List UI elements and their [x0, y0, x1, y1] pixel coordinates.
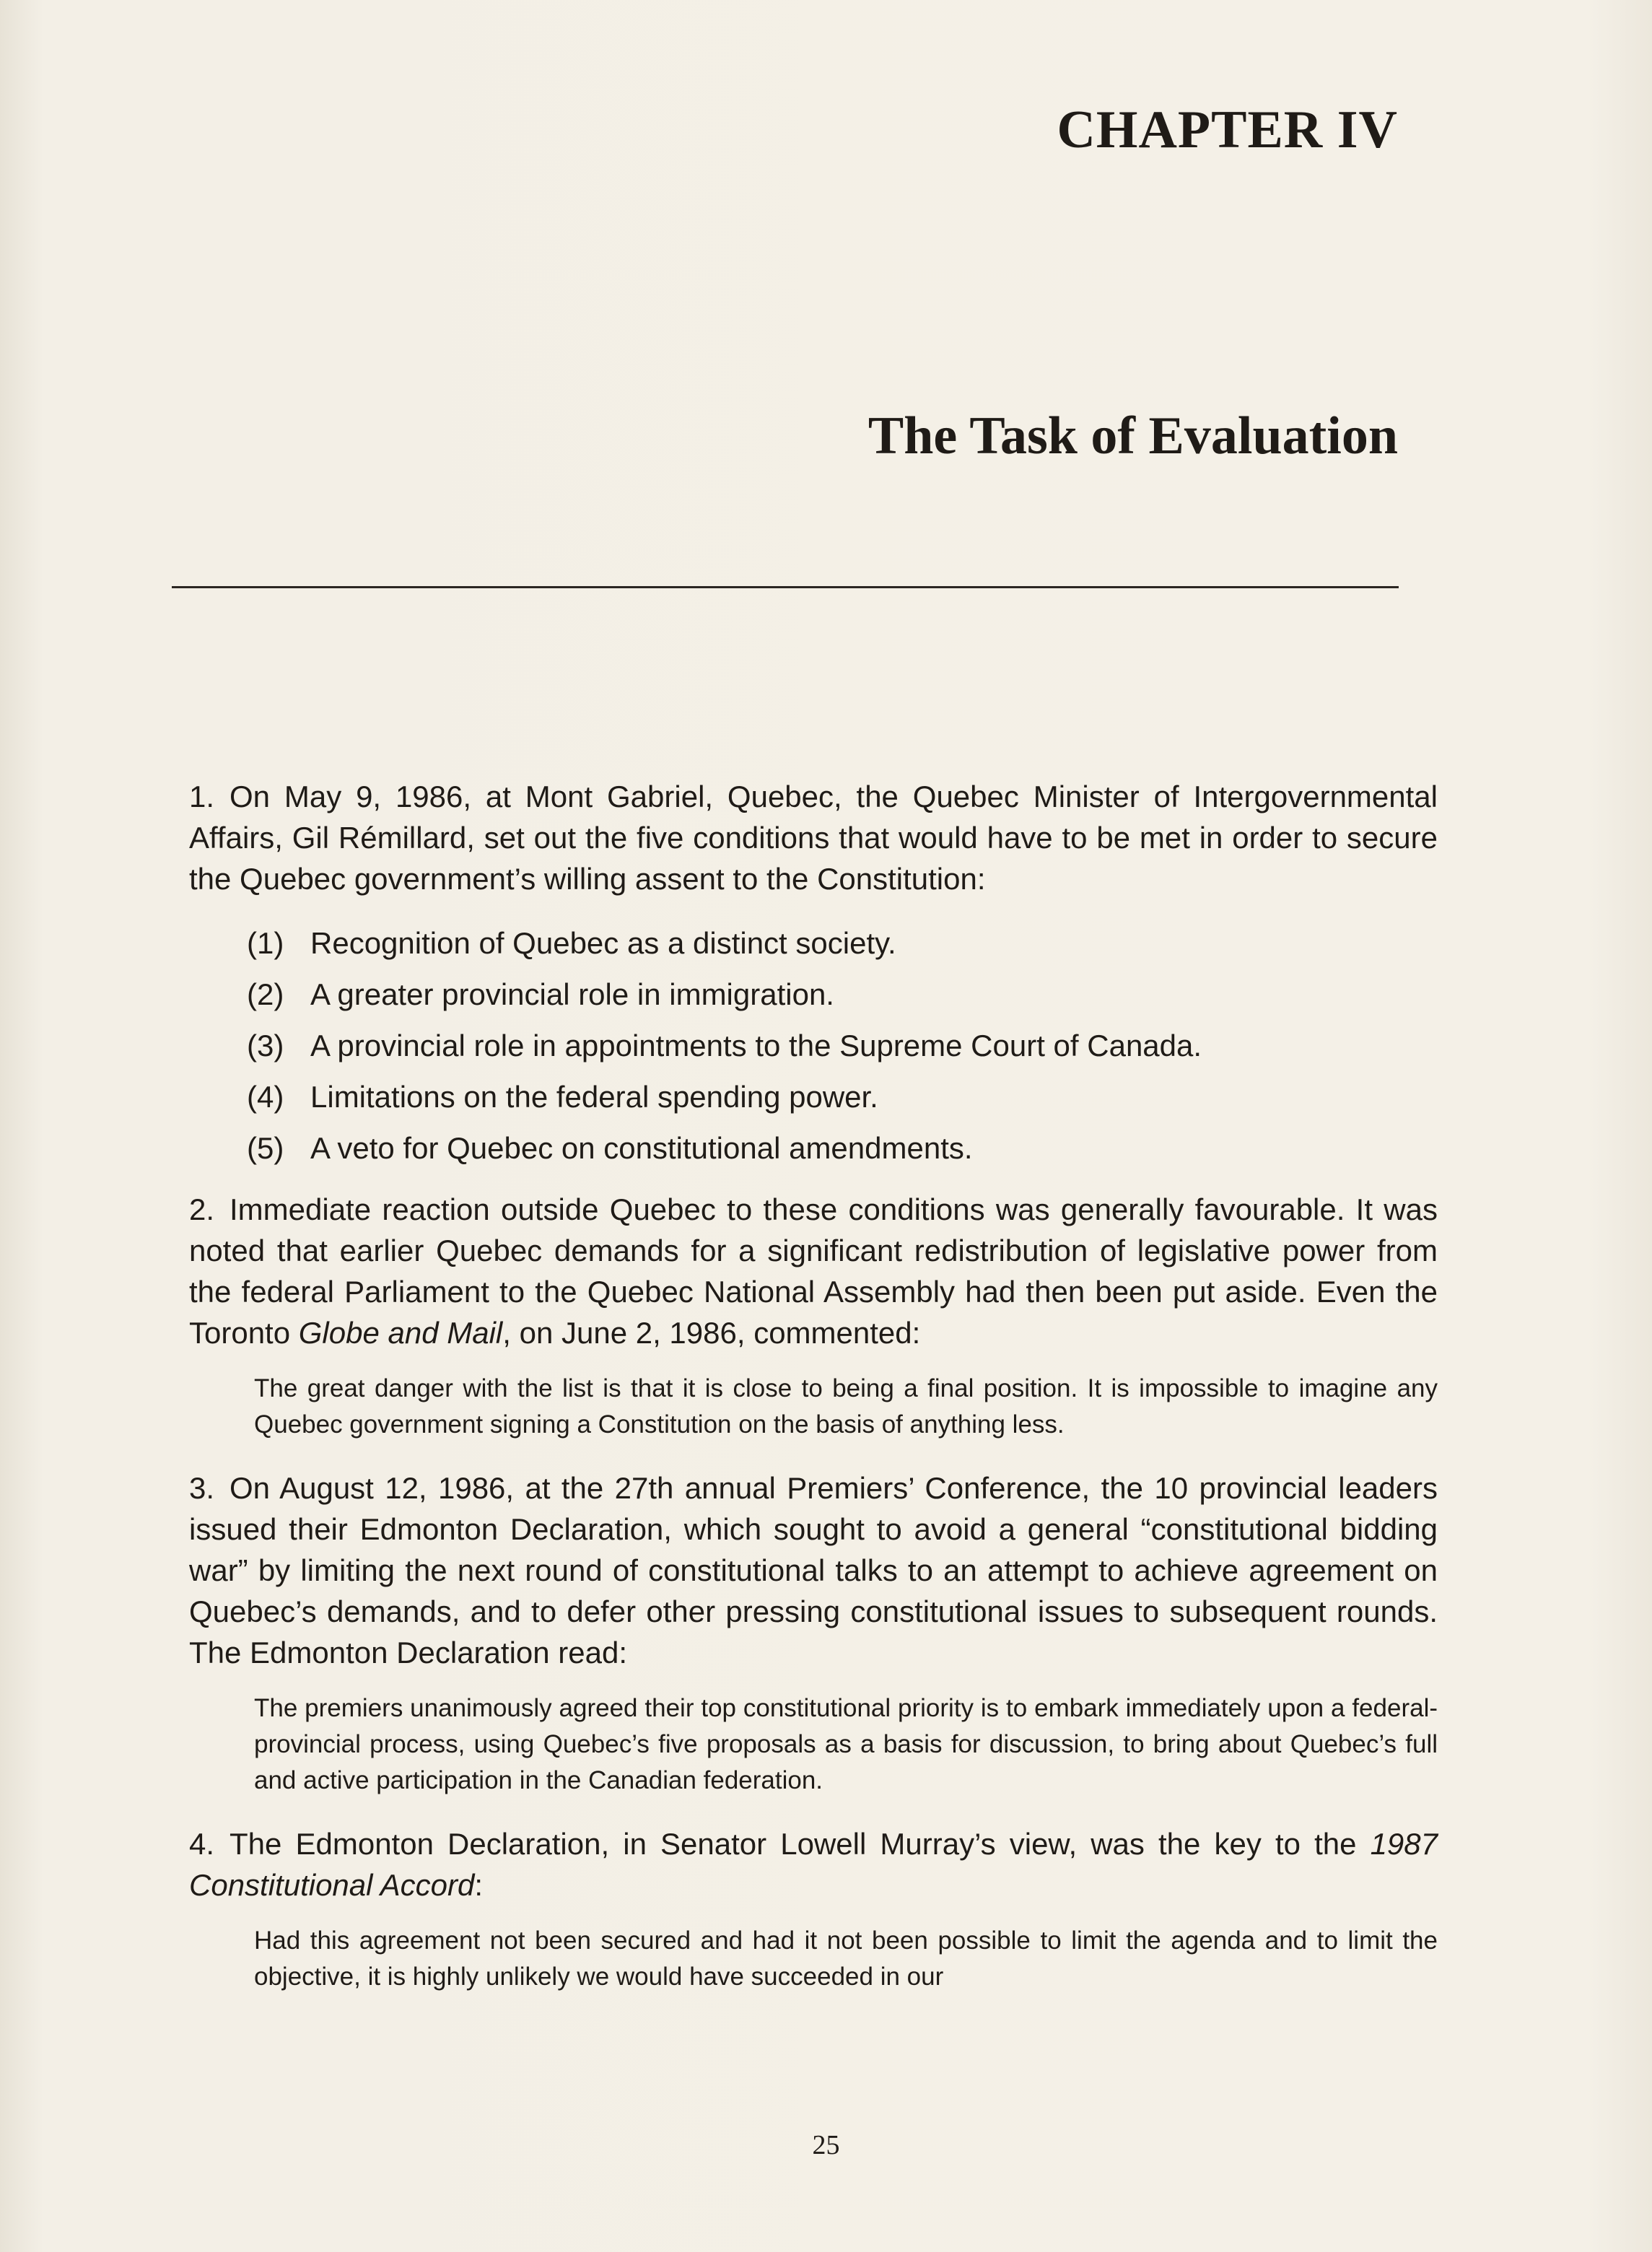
list-item-text: A greater provincial role in immigration.: [310, 977, 834, 1011]
title-rule: [172, 586, 1399, 588]
paragraph-text: Immediate reaction outside Quebec to these conditions was generally favourable. It was noted that earlier Quebec demands for a significant redistribution of legislative power from the federal Parliament to the Quebec National Assembly had then been put aside. Even the Toronto: [189, 1192, 1438, 1350]
list-item-number: (5): [247, 1131, 284, 1165]
list-item: [247, 922, 1438, 964]
paragraph-text-end: :: [474, 1868, 483, 1902]
paragraph-text: On August 12, 1986, at the 27th annual Premiers’ Conference, the 10 provincial leaders issued their Edmonton Declaration, which sought to avoid a general “constitutional bidding war” by limiting the next round of constitutional talks to an attempt to achieve agreement on Quebec’s demands, and to defer other pressing constitutional issues to subsequent rounds. The Edmonton Declaration read:: [189, 1471, 1438, 1670]
list-item: [247, 1025, 1438, 1066]
list-item-text: A veto for Quebec on constitutional amendments.: [310, 1131, 973, 1165]
paragraph-number: 2.: [189, 1192, 215, 1226]
paragraph-text-end: , on June 2, 1986, commented:: [502, 1316, 921, 1350]
page-number: 25: [812, 2130, 840, 2160]
list-item-number: (3): [247, 1029, 284, 1062]
accord-title: 1987 Constitutional Accord: [189, 1827, 1438, 1902]
paragraph-text: The Edmonton Declaration, in Senator Lowell Murray’s view, was the key to the: [230, 1827, 1371, 1861]
body-text: [189, 776, 1438, 2020]
paragraph-1: [189, 776, 1438, 899]
list-item-number: (1): [247, 926, 284, 960]
paragraph-number: 1.: [189, 780, 215, 813]
paragraph-number: 3.: [189, 1471, 215, 1505]
list-item-text: Limitations on the federal spending power.: [310, 1080, 878, 1114]
chapter-title: The Task of Evaluation: [867, 406, 1398, 466]
list-item-number: (2): [247, 977, 284, 1011]
list-item: [247, 974, 1438, 1015]
list-item-text: A provincial role in appointments to the Supreme Court of Canada.: [310, 1029, 1202, 1062]
conditions-list: [189, 922, 1438, 1169]
paragraph-2: [189, 1189, 1438, 1353]
block-quote-murray: Had this agreement not been secured and had it not been possible to limit the agenda and to limit the objective, it is highly unlikely we would have succeeded in our: [254, 1926, 1438, 1991]
list-item: [247, 1127, 1438, 1169]
chapter-heading: CHAPTER IV: [1057, 100, 1398, 160]
block-quote-edmonton-declaration: The premiers unanimously agreed their top constitutional priority is to embark immediately upon a federal-provincial process, using Quebec’s five proposals as a basis for discussion, to bring about Quebec’s full and active participation in the Canadian federation.: [254, 1694, 1438, 1794]
paragraph-3: [189, 1467, 1438, 1673]
block-quote-globe-and-mail: The great danger with the list is that it is close to being a final position. It is impossible to imagine any Quebec government signing a Constitution on the basis of anything less.: [254, 1374, 1438, 1439]
list-item: [247, 1076, 1438, 1117]
paragraph-4: [189, 1823, 1438, 1906]
list-item-number: (4): [247, 1080, 284, 1114]
paragraph-number: 4.: [189, 1827, 215, 1861]
paragraph-text: On May 9, 1986, at Mont Gabriel, Quebec, the Quebec Minister of Intergovernmental Affairs, Gil Rémillard, set out the five conditions that would have to be met in order to secure the Quebec government’s willing assent to the Constitution:: [189, 780, 1438, 896]
list-item-text: Recognition of Quebec as a distinct society.: [310, 926, 896, 960]
newspaper-title: Globe and Mail: [298, 1316, 503, 1350]
